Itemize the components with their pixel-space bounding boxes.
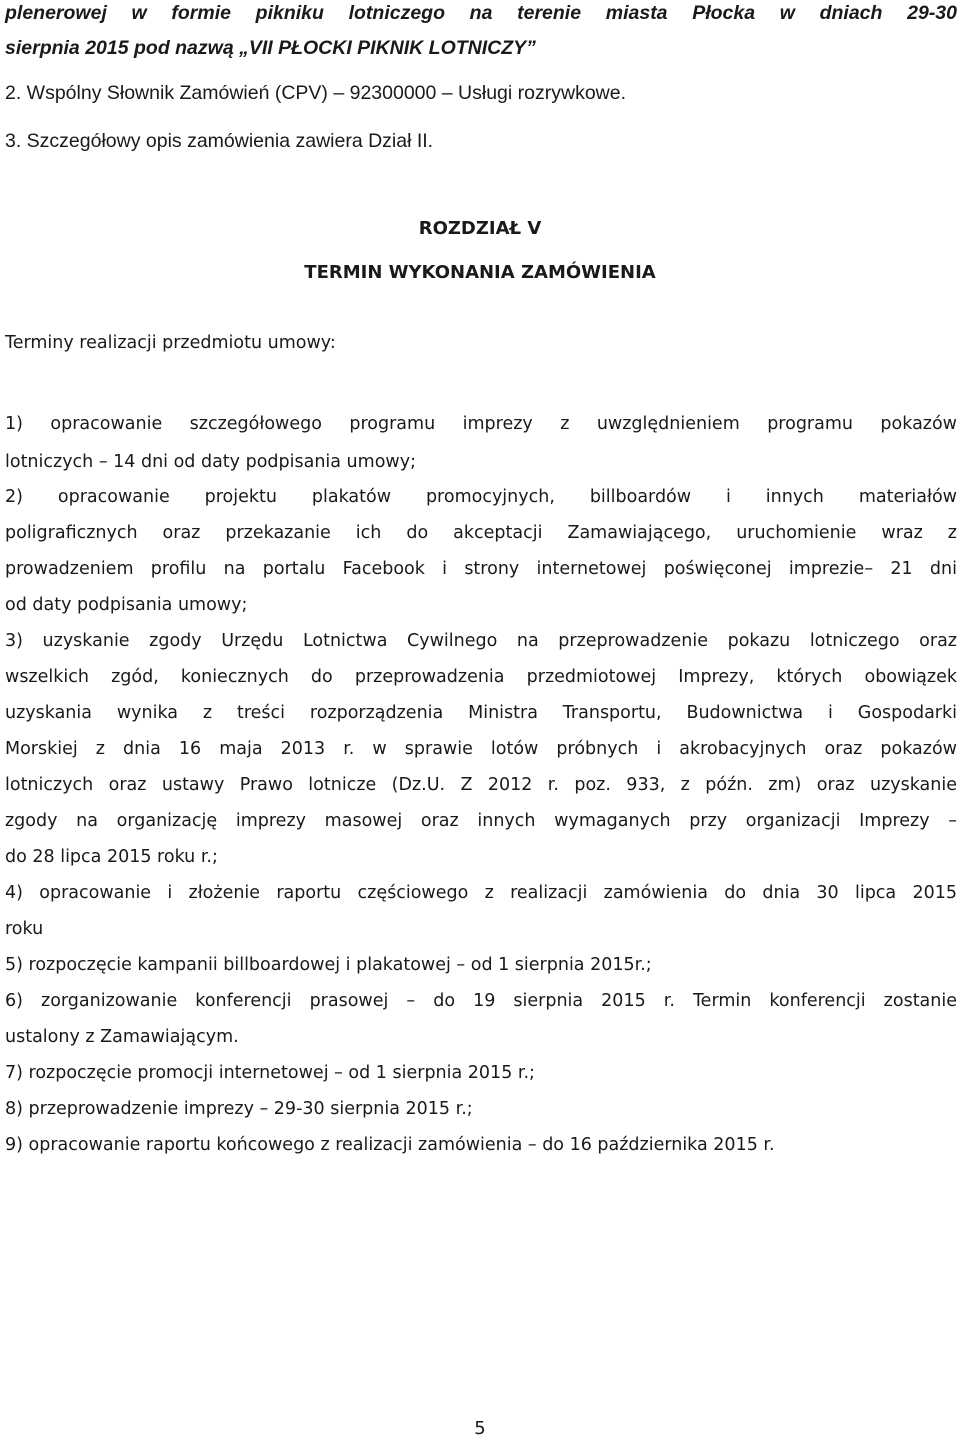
deadline-line: lotniczych – 14 dni od daty podpisania umowy; — [5, 452, 416, 472]
deadline-line: uzyskania wynika z treści rozporządzenia Ministra Transportu, Budownictwa i Gospodarki — [5, 703, 957, 723]
chapter-number: ROZDZIAŁ V — [418, 218, 542, 239]
deadline-line: 4) opracowanie i złożenie raportu częściowego z realizacji zamówienia do dnia 30 lipca 2015 — [5, 883, 957, 903]
deadline-line: ustalony z Zamawiającym. — [5, 1027, 239, 1047]
deadline-line: 5) rozpoczęcie kampanii billboardowej i plakatowej – od 1 sierpnia 2015r.; — [5, 955, 652, 975]
deadline-line: 2) opracowanie projektu plakatów promocyjnych, billboardów i innych materiałów — [5, 487, 957, 507]
deadline-line: 1) opracowanie szczegółowego programu imprezy z uwzględnieniem programu pokazów — [5, 414, 957, 434]
deadline-line: prowadzeniem profilu na portalu Facebook i strony internetowej poświęconej imprezie– 21 dni — [5, 559, 957, 579]
deadline-line: od daty podpisania umowy; — [5, 595, 248, 615]
deadline-line: 7) rozpoczęcie promocji internetowej – od 1 sierpnia 2015 r.; — [5, 1063, 535, 1083]
deadline-line: 8) przeprowadzenie imprezy – 29-30 sierpnia 2015 r.; — [5, 1099, 473, 1119]
deadline-line: lotniczych oraz ustawy Prawo lotnicze (Dz.U. Z 2012 r. poz. 933, z późn. zm) oraz uzyskanie — [5, 775, 957, 795]
deadline-line: wszelkich zgód, koniecznych do przeprowadzenia przedmiotowej Imprezy, których obowiązek — [5, 667, 957, 687]
deadlines-lead: Terminy realizacji przedmiotu umowy: — [5, 333, 336, 353]
deadline-line: poligraficznych oraz przekazanie ich do akceptacji Zamawiającego, uruchomienie wraz z — [5, 523, 957, 543]
intro-item-3: 3. Szczegółowy opis zamówienia zawiera Dział II. — [5, 130, 434, 152]
deadline-line: do 28 lipca 2015 roku r.; — [5, 847, 218, 867]
intro-title-line-2: sierpnia 2015 pod nazwą „VII PŁOCKI PIKNIK LOTNICZY” — [5, 37, 536, 59]
chapter-title: TERMIN WYKONANIA ZAMÓWIENIA — [304, 262, 656, 283]
page-number: 5 — [474, 1418, 486, 1439]
deadline-line: 6) zorganizowanie konferencji prasowej – do 19 sierpnia 2015 r. Termin konferencji zostanie — [5, 991, 957, 1011]
intro-title-line-1: plenerowej w formie pikniku lotniczego na terenie miasta Płocka w dniach 29-30 — [5, 2, 957, 24]
deadline-line: 3) uzyskanie zgody Urzędu Lotnictwa Cywilnego na przeprowadzenie pokazu lotniczego oraz — [5, 631, 957, 651]
deadline-line: 9) opracowanie raportu końcowego z realizacji zamówienia – do 16 października 2015 r. — [5, 1135, 775, 1155]
intro-item-2: 2. Wspólny Słownik Zamówień (CPV) – 92300000 – Usługi rozrywkowe. — [5, 82, 627, 104]
deadline-line: zgody na organizację imprezy masowej oraz innych wymaganych przy organizacji Imprezy – — [5, 811, 957, 831]
deadline-line: roku — [5, 919, 44, 939]
deadline-line: Morskiej z dnia 16 maja 2013 r. w sprawie lotów próbnych i akrobacyjnych oraz pokazów — [5, 739, 957, 759]
